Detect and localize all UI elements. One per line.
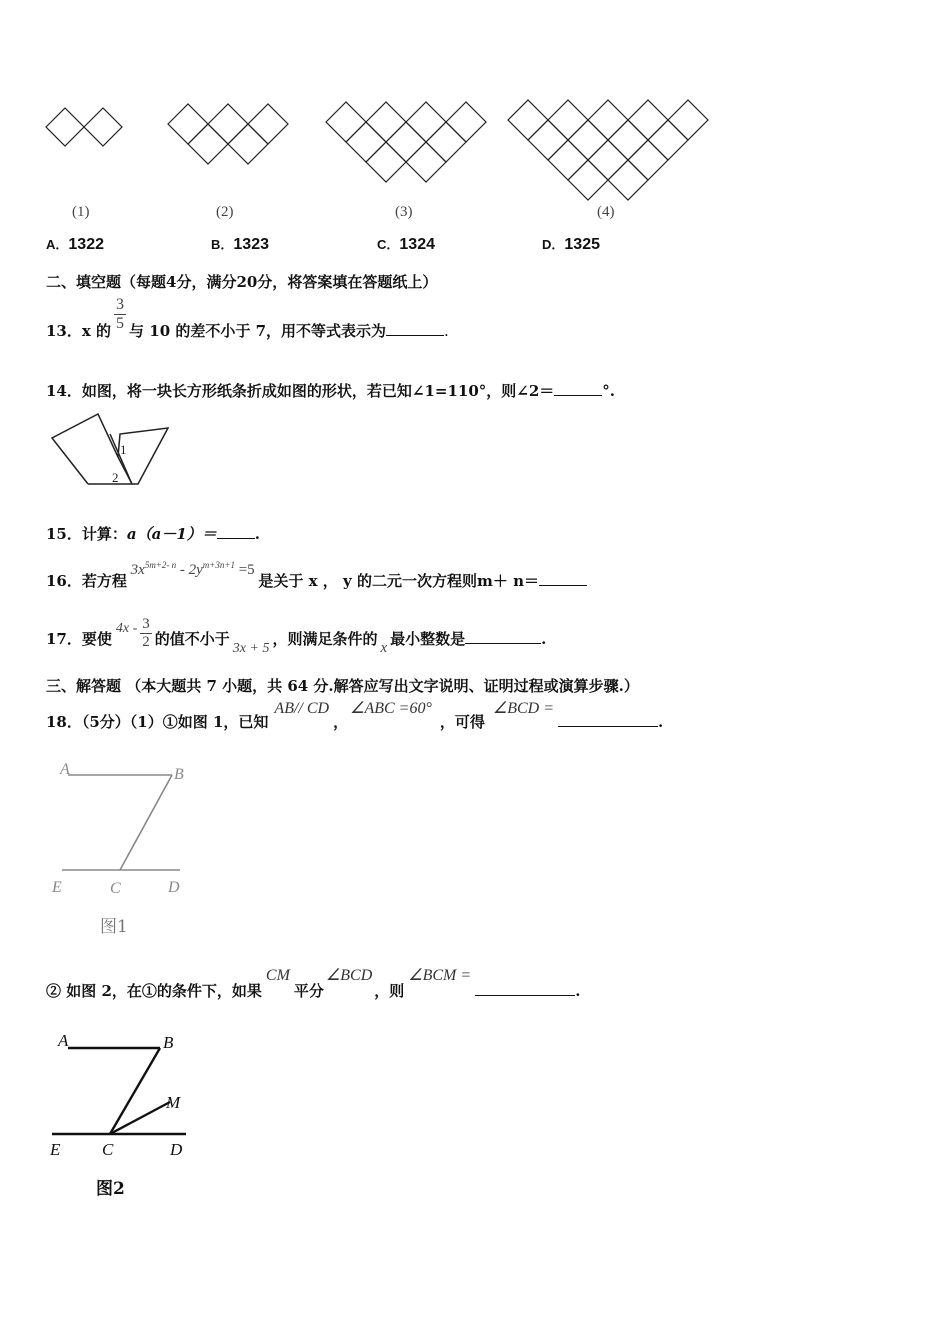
question-16-equation xyxy=(127,562,259,578)
question-18-math-2: ∠ABC =60° xyxy=(350,700,432,717)
question-18-end: . xyxy=(658,713,664,731)
question-13-number: 13． xyxy=(46,322,82,340)
figure-1 xyxy=(50,760,200,940)
question-16-number: 16． xyxy=(46,572,82,590)
question-18b-math-1: CM xyxy=(265,967,290,984)
pattern-figure-3 xyxy=(326,102,486,186)
question-17-end: . xyxy=(541,630,547,648)
figure-1-caption: 图1 xyxy=(100,917,128,937)
question-18-comma: ， xyxy=(333,713,349,731)
question-15-expression: a（a－1）＝ xyxy=(126,525,217,543)
question-17-expr2: 3x + 5 xyxy=(232,641,270,656)
option-a-value: 1322 xyxy=(68,236,104,253)
question-17-text-c: ，则满足条件的 xyxy=(272,630,378,648)
option-b xyxy=(211,234,269,254)
question-15 xyxy=(46,523,260,544)
option-d xyxy=(542,234,600,254)
question-18b-math-3: ∠BCM = xyxy=(408,967,472,984)
question-13-fraction-num: 3 xyxy=(116,296,125,313)
option-d-value: 1325 xyxy=(564,236,600,253)
question-13-text-a: x 的 xyxy=(81,322,112,340)
question-14-angle-1: 1 xyxy=(120,442,127,457)
question-18b-end: . xyxy=(575,982,581,1000)
question-18-answer-blank[interactable] xyxy=(558,712,658,727)
question-16-answer-blank[interactable] xyxy=(539,571,587,586)
figure-2-label-c: C xyxy=(102,1140,114,1159)
question-13-text-b: 与 10 的差不小于 7，用不等式表示为 xyxy=(129,322,387,340)
question-18b-answer-blank[interactable] xyxy=(475,981,575,996)
section-2-heading: 二、填空题（每题4分，满分20分，将答案填在答题纸上） xyxy=(46,273,438,291)
option-c-value: 1324 xyxy=(399,236,435,253)
question-15-answer-blank[interactable] xyxy=(217,524,255,539)
figure-1-label-d: D xyxy=(168,879,180,896)
question-14-text: 如图，将一块长方形纸条折成如图的形状，若已知∠1=110°，则∠2＝ xyxy=(81,382,555,400)
pattern-figure-2 xyxy=(168,104,288,166)
question-18-text-b: ，可得 xyxy=(439,713,485,731)
question-16-eq-main: 3x xyxy=(130,562,145,578)
question-17-expr1: 4x - xyxy=(115,621,138,636)
figure-2 xyxy=(48,1028,208,1208)
figure-1-label-a: A xyxy=(60,761,70,778)
question-16-eq-end: =5 xyxy=(238,562,255,578)
question-14 xyxy=(46,380,615,401)
question-17-fraction xyxy=(140,616,152,651)
question-17-text-a: 要使 xyxy=(81,630,112,648)
section-3-heading: 三、解答题 （本大题共 7 小题，共 64 分.解答应写出文字说明、证明过程或演算步骤.） xyxy=(46,677,639,695)
figure-label-4: (4) xyxy=(597,204,615,220)
question-18b-math-2: ∠BCD xyxy=(325,967,373,984)
figure-2-label-b: B xyxy=(163,1033,174,1052)
question-18b-text-a: ② 如图 2，在①的条件下，如果 xyxy=(46,982,262,1000)
question-14-number: 14． xyxy=(46,382,82,400)
question-17-text-b: 的值不小于 xyxy=(154,630,230,648)
question-18-part-2 xyxy=(46,964,581,1000)
figure-1-label-c: C xyxy=(110,880,121,897)
figure-label-2: (2) xyxy=(216,204,234,220)
figure-1-label-e: E xyxy=(52,879,62,896)
option-a xyxy=(46,234,104,254)
question-14-angle-2: 2 xyxy=(112,470,119,485)
question-17-fraction-num: 3 xyxy=(142,616,150,632)
figure-2-label-a: A xyxy=(58,1031,69,1050)
question-18-math-3: ∠BCD = xyxy=(492,700,555,717)
question-17-answer-blank[interactable] xyxy=(465,629,541,644)
question-17-number: 17． xyxy=(46,630,82,648)
question-13-answer-blank[interactable] xyxy=(386,321,444,336)
question-14-end: °. xyxy=(602,382,616,400)
figure-2-label-e: E xyxy=(50,1140,61,1159)
figure-2-caption: 图2 xyxy=(96,1179,125,1199)
question-18b-text-c: ，则 xyxy=(374,982,405,1000)
question-18-number: 18． xyxy=(46,713,82,731)
option-b-letter: B． xyxy=(211,237,234,252)
question-16 xyxy=(46,558,587,590)
pattern-figure-4 xyxy=(508,100,708,202)
question-16-eq-mid: - 2y xyxy=(179,562,203,578)
question-18-math-1: AB// CD xyxy=(274,700,330,717)
figure-2-label-m: M xyxy=(166,1093,181,1112)
question-18-text-a: （5分）（1）①如图 1，已知 xyxy=(81,713,269,731)
figure-2-label-d: D xyxy=(170,1140,183,1159)
question-15-text: 计算： xyxy=(81,525,127,543)
question-17-fraction-den: 2 xyxy=(142,634,150,650)
question-17-text-d: 最小整数是 xyxy=(390,630,466,648)
figure-label-3: (3) xyxy=(395,204,413,220)
question-17-var: x xyxy=(380,640,388,656)
question-15-number: 15． xyxy=(46,525,82,543)
question-13 xyxy=(46,296,449,340)
question-14-figure xyxy=(50,412,175,490)
question-16-eq-exp2: m+3n+1 xyxy=(202,560,235,570)
question-18b-text-b: 平分 xyxy=(293,982,324,1000)
option-c-letter: C． xyxy=(377,237,400,252)
pattern-figure-1 xyxy=(46,108,126,148)
figure-1-label-b: B xyxy=(174,766,184,783)
question-14-answer-blank[interactable] xyxy=(554,381,602,396)
question-18 xyxy=(46,697,664,731)
option-c xyxy=(377,234,435,254)
figure-label-1: (1) xyxy=(72,204,90,220)
question-16-text-b: 是关于 x ， y 的二元一次方程则m＋ n＝ xyxy=(258,572,539,590)
option-d-letter: D． xyxy=(542,237,565,252)
question-16-text-a: 若方程 xyxy=(81,572,127,590)
question-13-end: . xyxy=(444,322,449,340)
question-16-eq-exp1: 5m+2- n xyxy=(144,560,177,570)
question-13-fraction-den: 5 xyxy=(116,315,125,332)
question-15-end: . xyxy=(254,525,261,543)
option-a-letter: A． xyxy=(46,237,69,252)
option-b-value: 1323 xyxy=(233,236,269,253)
question-17 xyxy=(46,616,547,656)
question-13-fraction xyxy=(114,296,126,333)
